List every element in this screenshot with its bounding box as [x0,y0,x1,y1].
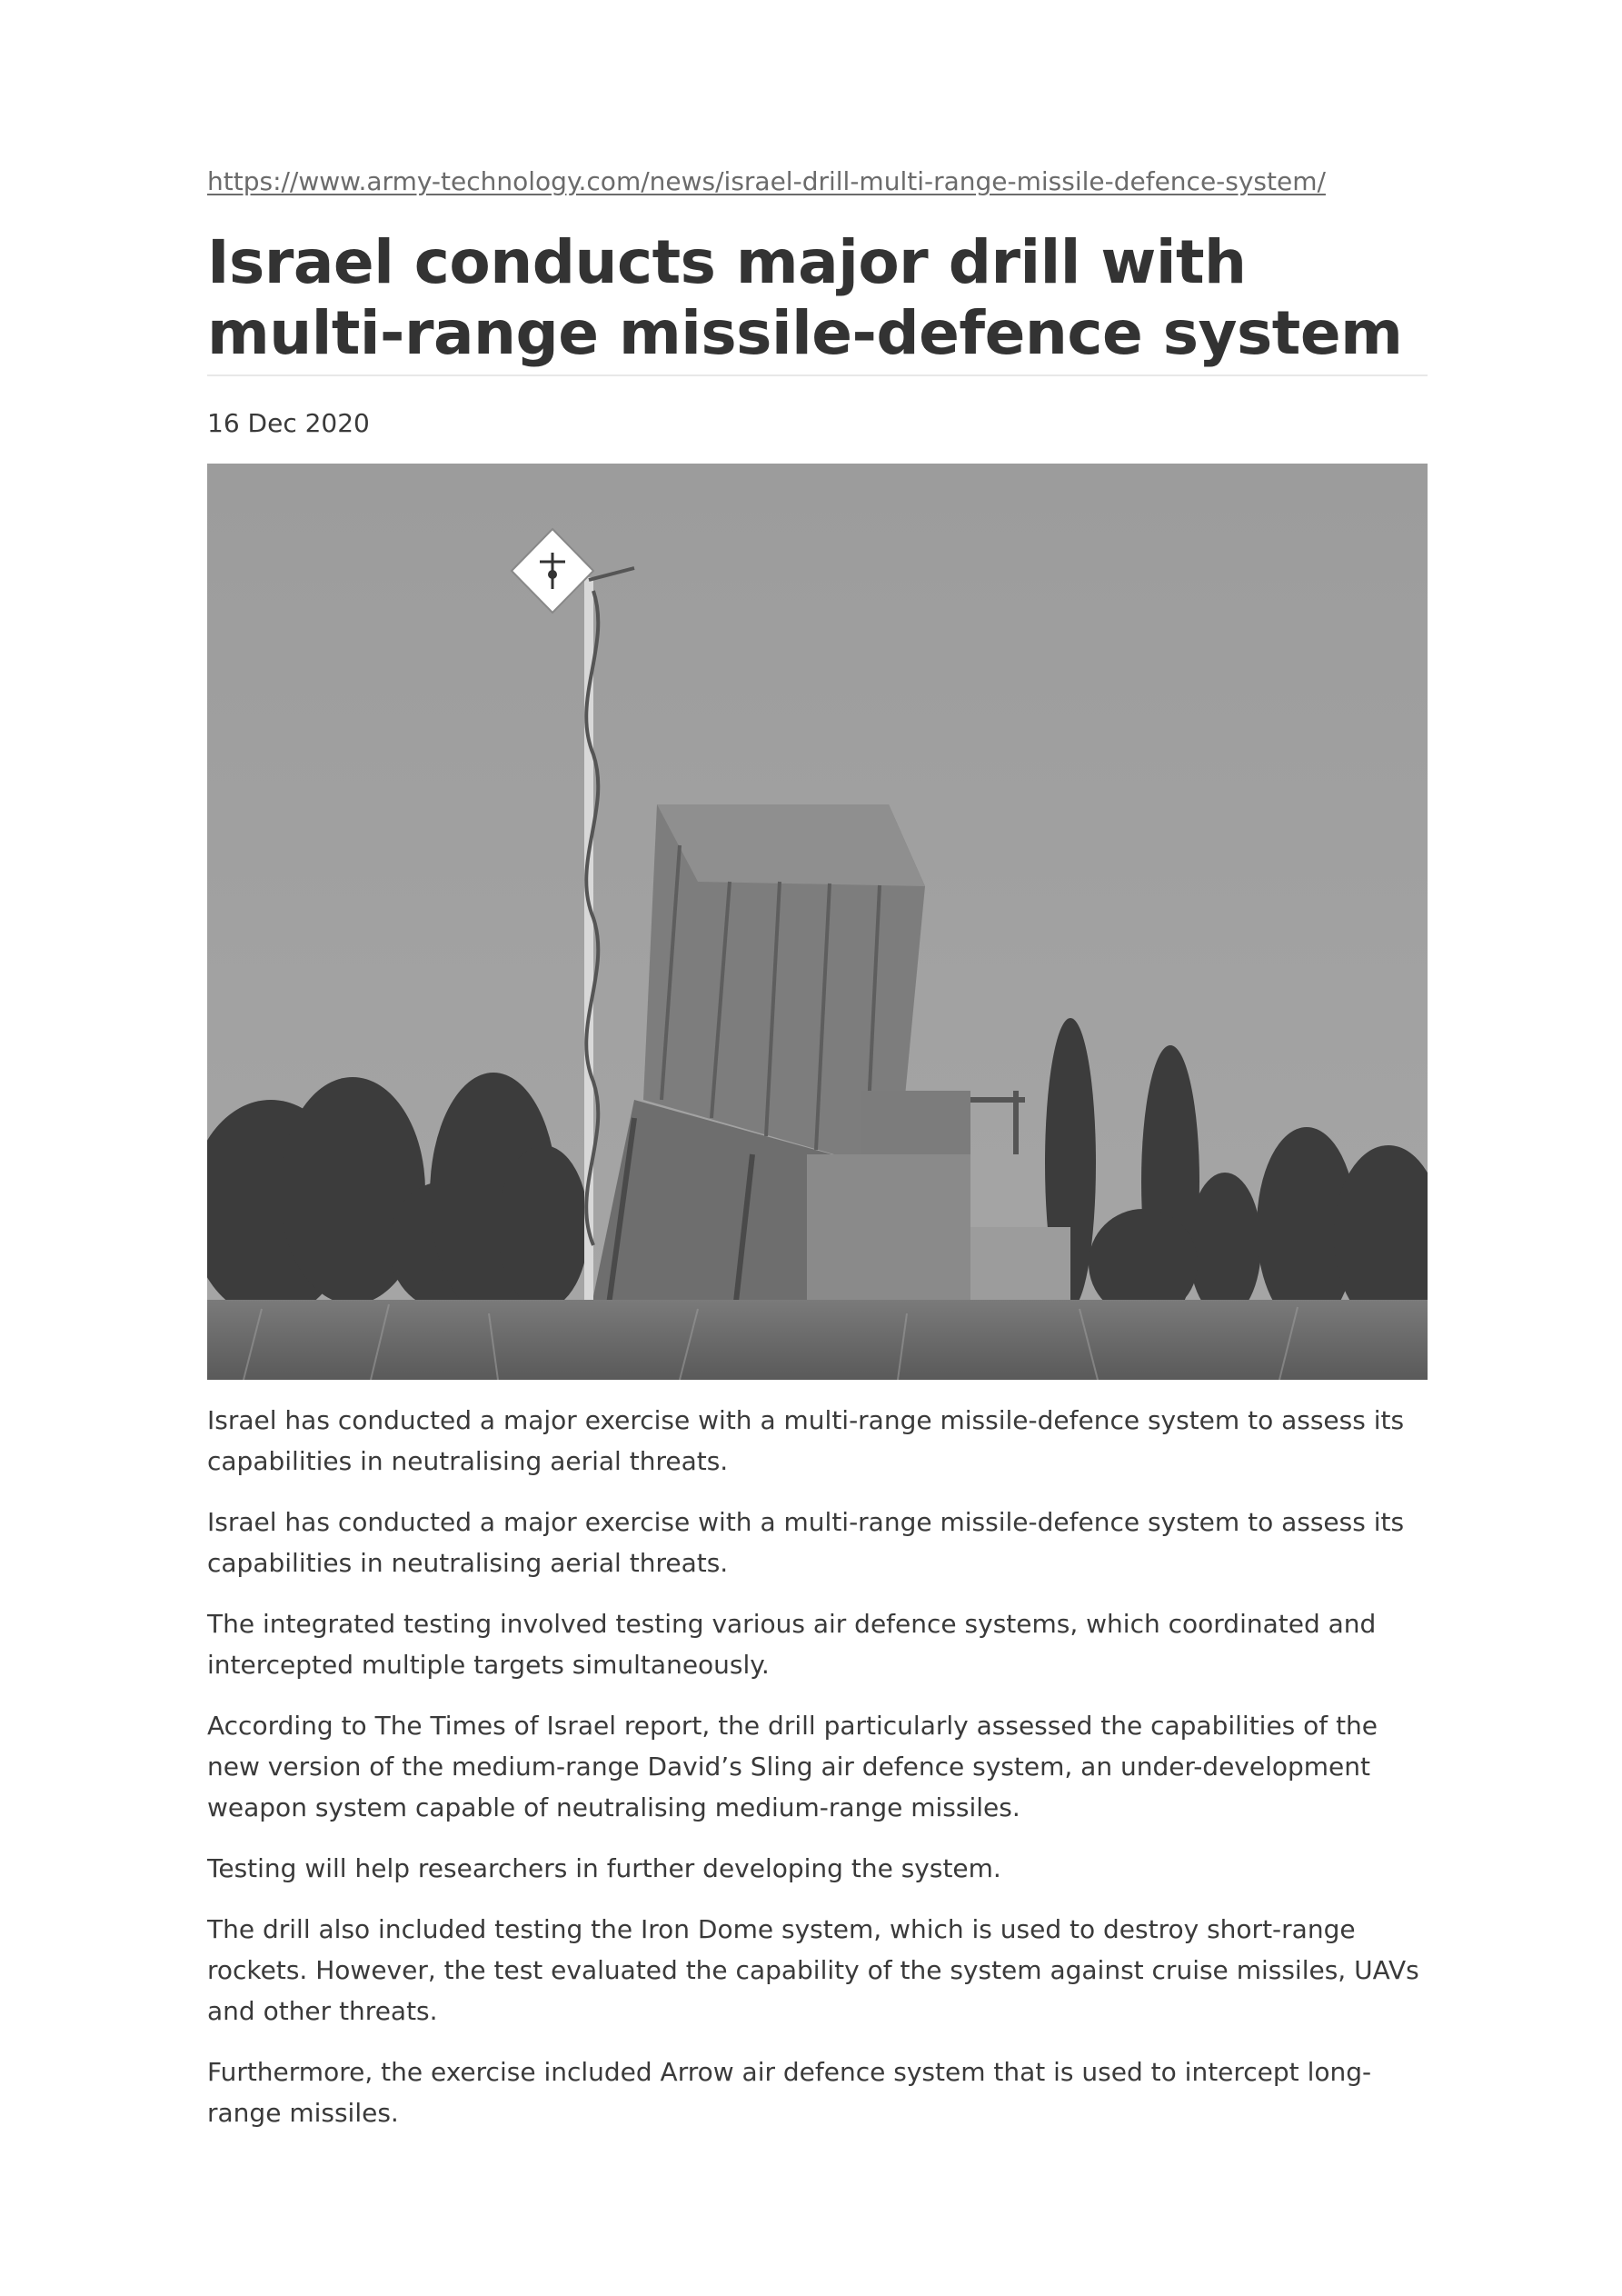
article-paragraph: Furthermore, the exercise included Arrow air defence system that is used to intercept long-range missiles. [207,2057,1372,2128]
article-headline: Israel conducts major drill with multi-range missile-defence system [207,227,1403,368]
article-paragraph: Israel has conducted a major exercise with a multi-range missile-defence system to assess its capabilities in neutralising aerial threats. [207,1405,1405,1476]
article-date: 16 Dec 2020 [207,408,370,438]
source-url-link[interactable]: https://www.army-technology.com/news/israel-drill-multi-range-missile-defence-system/ [207,166,1326,196]
article-page [207,164,1428,2153]
article-paragraph: The drill also included testing the Iron Dome system, which is used to destroy short-range rockets. However, the test evaluated the capability of the system against cruise missiles, UAVs and other threats. [207,1914,1419,2026]
article-paragraph: According to The Times of Israel report, the drill particularly assessed the capabilities of the new version of the medium-range David’s Sling air defence system, an under-development weapon system capable of neutralising medium-range missiles. [207,1711,1378,1822]
article-paragraph: The integrated testing involved testing various air defence systems, which coordinated and intercepted multiple targets simultaneously. [207,1609,1377,1680]
article-paragraph: Testing will help researchers in further developing the system. [207,1853,1001,1883]
article-paragraph: Israel has conducted a major exercise with a multi-range missile-defence system to assess its capabilities in neutralising aerial threats. [207,1507,1405,1578]
hero-image [207,464,1428,1380]
headline-divider [207,374,1428,376]
article-body [207,1400,1428,2133]
